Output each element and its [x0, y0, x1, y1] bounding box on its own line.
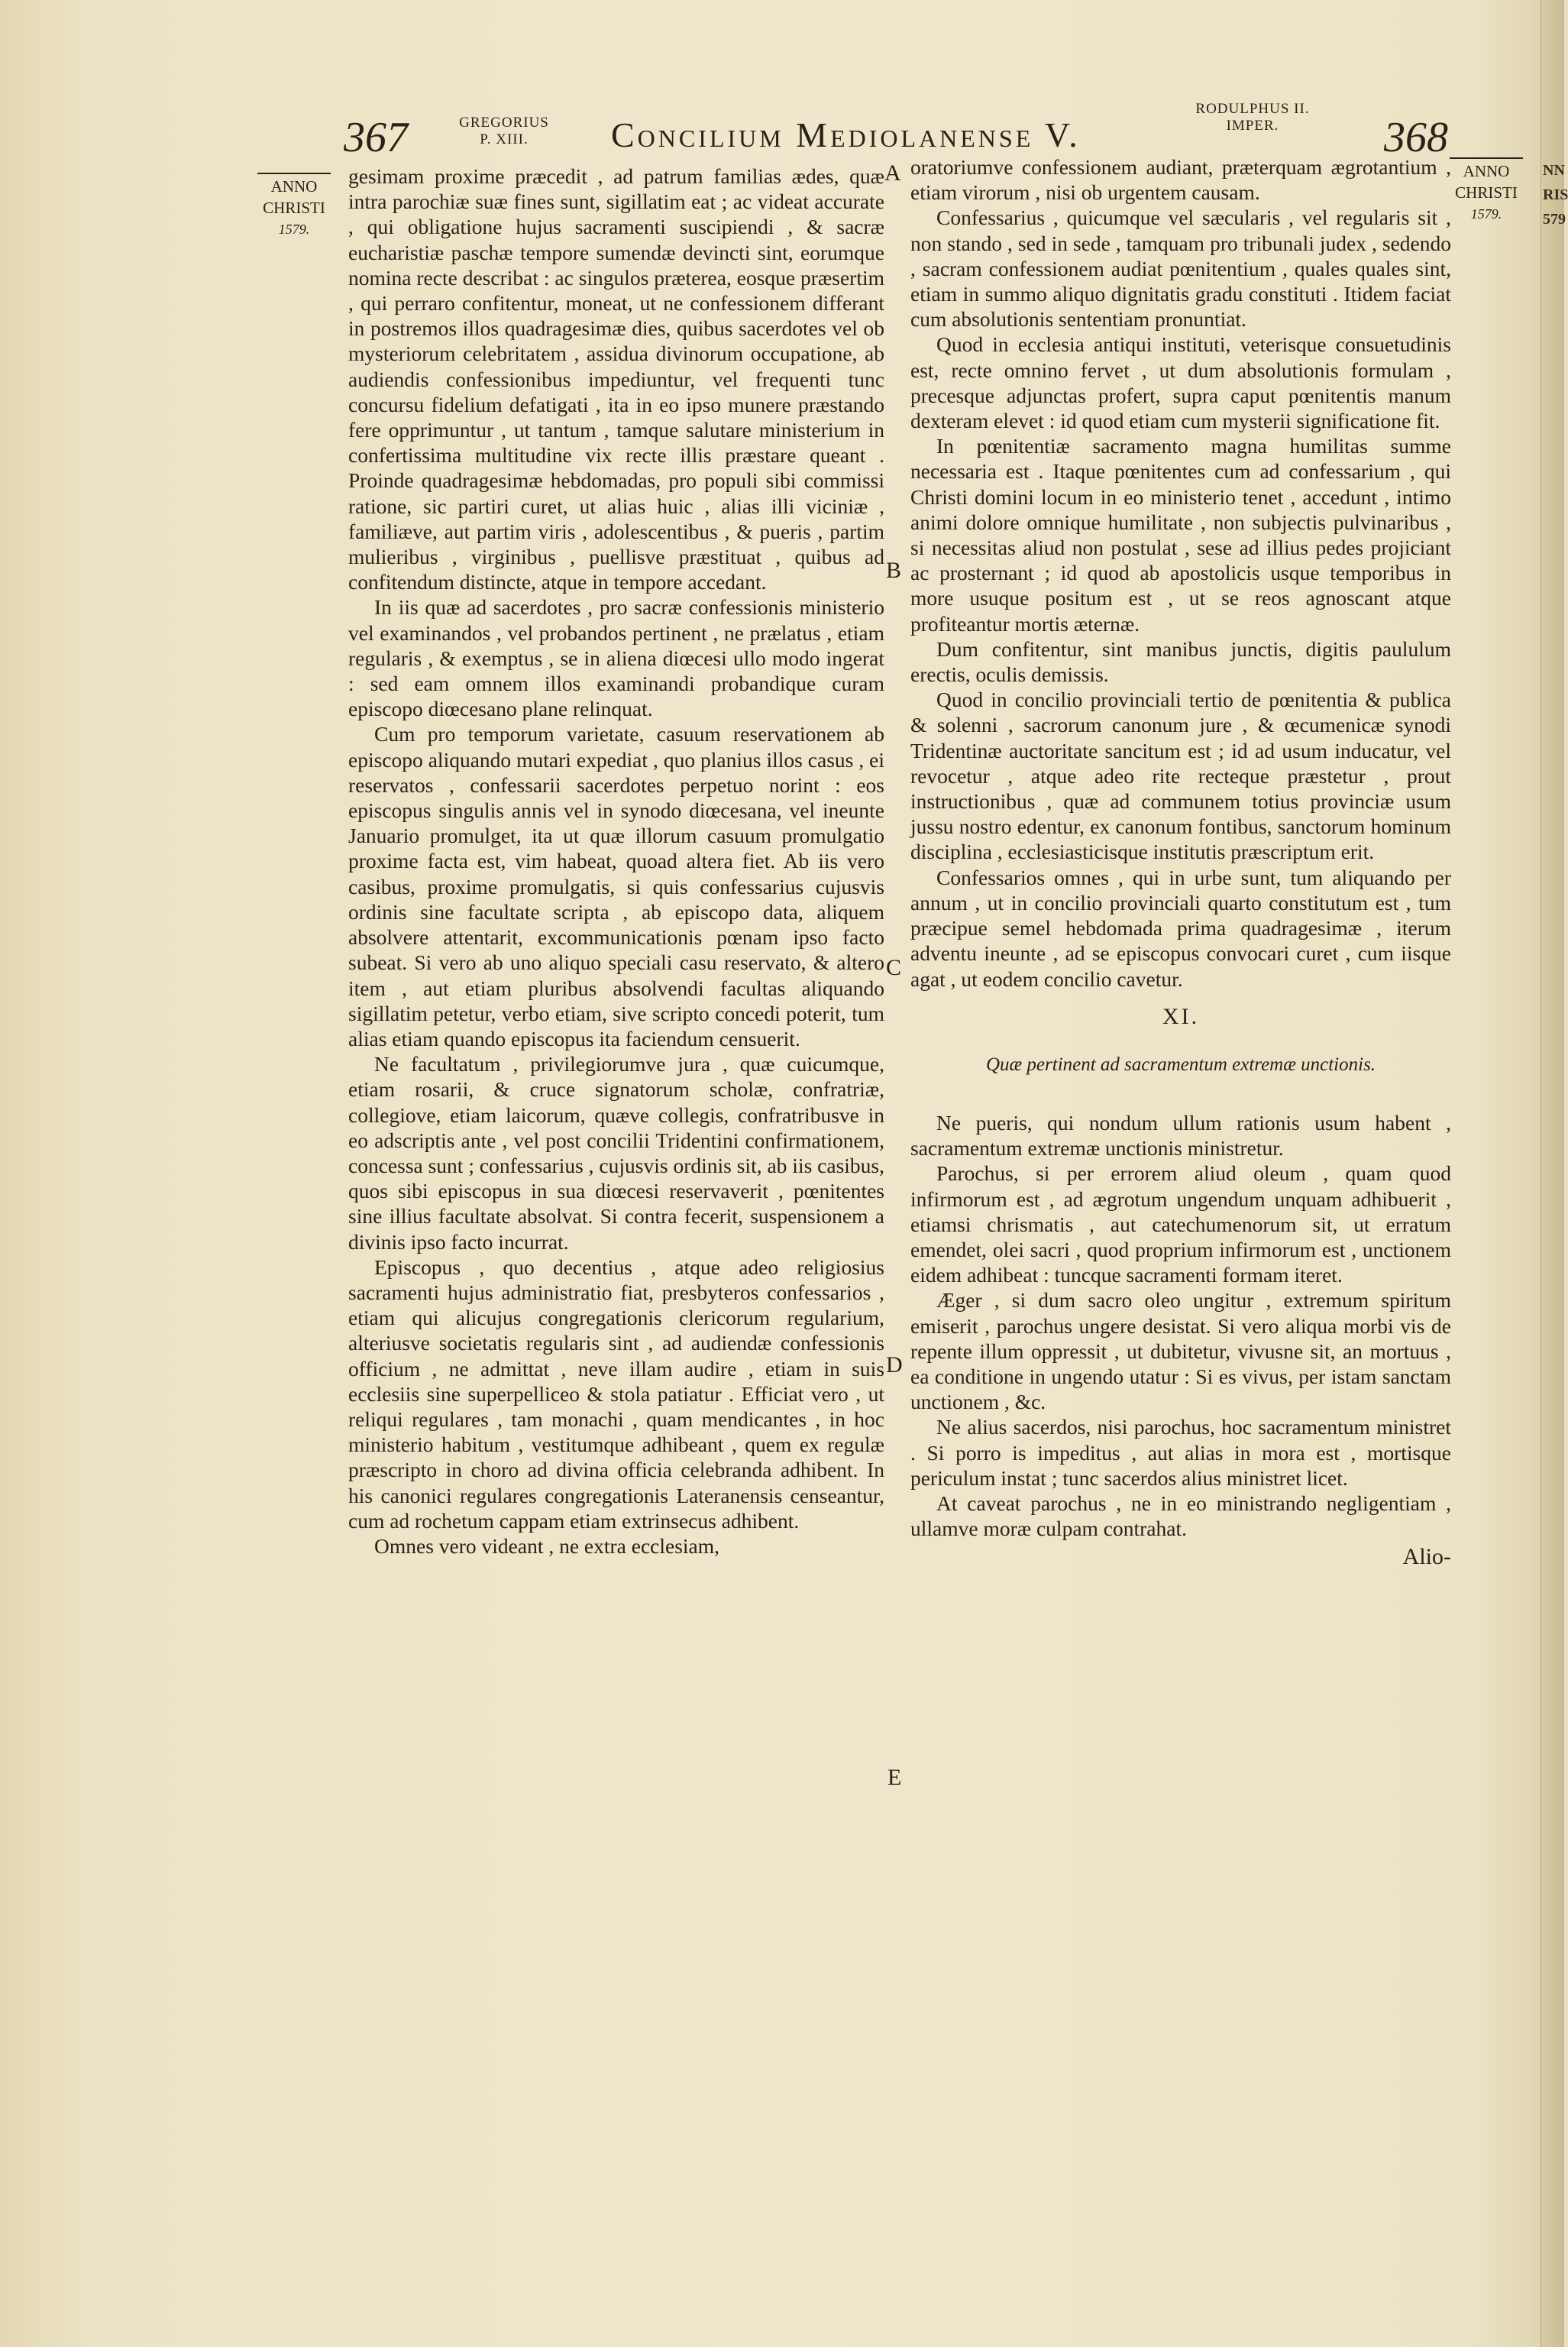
edge-text: NN	[1543, 162, 1565, 179]
paragraph: Parochus, si per errorem aliud oleum , quam quod infirmorum est , ad ægrotum ungendum unquam adhibuerit , etiamsi chrismatis , aut catechumenorum sit, ut erratum emendet, olei sacri , quod proprium infirmorum est , unctionem eidem adhibeat : tuncque sacramenti formam iteret.	[910, 1161, 1451, 1287]
paragraph: Ne pueris, qui nondum ullum rationis usum habent , sacramentum extremæ unctionis ministretur.	[910, 1110, 1451, 1161]
year-note-line: CHRISTI	[263, 199, 325, 217]
paragraph: At caveat parochus , ne in eo ministrando negligentiam , ullamve moræ culpam contrahat.	[910, 1491, 1451, 1541]
right-column	[910, 154, 1451, 1570]
paragraph: Omnes vero videant , ne extra ecclesiam,	[374, 1533, 720, 1558]
paragraph: Ne alius sacerdos, nisi parochus, hoc sacramentum ministret . Si porro is impeditus , aut alias in mora est , mortisque periculum instat ; tunc sacerdos alius ministret licet.	[910, 1415, 1451, 1490]
year-note-right	[1440, 157, 1532, 225]
divider	[1450, 157, 1523, 159]
section-mark: C	[886, 955, 902, 980]
page-title: Concilium Mediolanense V.	[611, 115, 1081, 154]
year-note-line: CHRISTI	[1455, 183, 1518, 202]
paragraph: Confessarios omnes , qui in urbe sunt, tum aliquando per annum , ut in concilio provinciali quarto constitutum est , tum præcipue semel hebdomada prima quadragesimæ , iterum adventu ineunte , ad se episcopus convocari curet , cum iisque agat , ut eodem concilio cavetur.	[910, 865, 1451, 991]
running-head-pope	[458, 115, 550, 148]
year-note-line: 1579.	[1470, 206, 1502, 222]
section-title: Quæ pertinent ad sacramentum extremæ unctionis.	[985, 1054, 1376, 1075]
running-head-emperor	[1180, 101, 1325, 134]
next-page-edge	[1541, 0, 1568, 2347]
left-column	[348, 163, 884, 1559]
year-note-left	[244, 173, 344, 240]
running-head-line: IMPER.	[1226, 118, 1279, 134]
running-head-line: RODULPHUS II.	[1195, 101, 1310, 117]
paragraph: In pœnitentiæ sacramento magna humilitas summe necessaria est . Itaque pœnitentes cum ad confessarium , qui Christi domini locum in eo ministerio tenet , accedunt , intimo animi dolore omnique humilitate , non subjectis pulvinaribus , si necessitas aliud non postulat , sese ad illius pedes projiciant ac prosternant ; id quod ab apostolicis usque temporibus in more usuque positum est , ut se reos agnoscant atque profiteantur mortis æternæ.	[910, 434, 1451, 636]
running-head-line: P. XIII.	[480, 131, 529, 147]
paragraph: Dum confitentur, sint manibus junctis, digitis paululum erectis, oculis demissis.	[910, 636, 1451, 687]
paragraph: Episcopus , quo decentius , atque adeo religiosius sacramenti hujus administratio fiat, presbyteros confessarios , etiam qui alicujus congregationis clericorum regularium, alteriusve societatis regularis sint , ad audiendæ confessionis officium , ne admittat , neve illam audire , etiam in suis ecclesiis sine superpelliceo & stola patiatur . Efficiat vero , ut reliqui regulares , tam monachi , quam mendicantes , in hoc ministerio habitum , vestitumque adhibeant , quem ex regulæ præscripto in choro ad divina officia celebranda adhibent. In his canonici regulares congregationis Lateranensis censeantur, cum ad rochetum cappam etiam extrinsecus adhibent.	[348, 1254, 884, 1533]
year-note-line: ANNO	[270, 177, 318, 196]
paragraph: In iis quæ ad sacerdotes , pro sacræ confessionis ministerio vel examinandos , vel probandos pertinent , ne prælatus , etiam regularis , & exemptus , se in aliena diœcesi ullo modo ingerat : sed eam omnem illos examinandi probandique curam episcopo diœcesano plane relinquat.	[348, 595, 884, 721]
section-number: XI.	[1162, 1003, 1200, 1029]
paragraph: gesimam proxime præcedit , ad patrum familias ædes, quæ intra parochiæ suæ fines sunt, sigillatim eat ; ac videat accurate , qui obligatione hujus sacramenti suscipiendi , & sacræ eucharistiæ paschæ tempore sumendæ devincti sint, eorumque nomina recte describat : ac singulos præterea, eosque præsertim , qui perraro confitentur, moneat, ut ne confessionem differant in postremos illos quadragesimæ dies, quibus sacerdotes vel ob mysteriorum celebritatem , assidua divinorum occupatione, ab audiendis confessionibus impediuntur, vel frequenti tunc concursu fidelium defatigati , ita in eo ipso munere præstando fere opprimuntur , ut tantum , tamque salutare ministerium in confertissima multitudine vix recte illis præstare queant . Proinde quadragesimæ hebdomadas, pro populi sibi commissi ratione, sic partiri curet, ut alias huic , alias illi viciniæ , familiæve, aut partim viris , adolescentibus , & pueris , partim mulieribus , virginibus , puellisve præstituat , quibus ad confitendum distincte, atque in tempore accedant.	[348, 164, 884, 594]
paragraph: Cum pro temporum varietate, casuum reservationem ab episcopo aliquando mutari expediat , quo planius illos casus , ei reservatos , confessarii sacerdotes perpetuo norint : eos episcopus singulis annis vel in synodo diœcesana, vel ineunte Januario promulget, ita ut quæ illorum casuum promulgatio proxime facta est, vim habeat, quoad altera fiet. Ab iis vero casibus, proxime promulgatis, si quis confessarius cujusvis ordinis sine facultate scripta , ab episcopo data, aliquem absolvere attentarit, excommunicationis pœnam ipso facto subeat. Si vero ab uno aliquo speciali casu reservato, & altero item , aut etiam pluribus absolvendi facultas aliquando sigillatim petetur, verbo etiam, sive scripto concedi poterit, tum alias etiam quando episcopus ita faciendum censuerit.	[348, 722, 884, 1050]
paragraph: oratoriumve confessionem audiant, præterquam ægrotantium , etiam virorum , nisi ob urgentem causam.	[910, 155, 1451, 205]
paragraph: Quod in ecclesia antiqui instituti, veterisque consuetudinis est, recte omnino fervet , ut dum absolutionis formulam , precesque adjunctas profert, supra caput pœnitentis manum dexteram elevet : id quod etiam cum mysterii significatione fit.	[910, 332, 1451, 433]
year-note-line: ANNO	[1463, 162, 1510, 180]
page-number-left: 367	[344, 114, 408, 161]
section-mark: E	[887, 1765, 902, 1790]
section-mark: B	[886, 558, 902, 583]
section-mark: D	[886, 1352, 903, 1377]
paragraph: Confessarius , quicumque vel sæcularis , vel regularis sit , non stando , sed in sede , tamquam pro tribunali judex , sedendo , sacram confessionem audiat pœnitentium , quales quales sint, etiam in summo aliquo dignitatis gradu constituti . Itidem faciat cum absolutionis sententiam pronuntiat.	[910, 206, 1451, 332]
page-number-right: 368	[1384, 114, 1448, 161]
paragraph: Æger , si dum sacro oleo ungitur , extremum spiritum emiserit , parochus ungere desistat. Si vero aliqua morbi vis de repente illum oppressit , ut dubitetur, vivusne sit, an mortuus , ea conditione in ungendo utatur : Si es vivus, per istam sanctam unctionem , &c.	[910, 1288, 1451, 1414]
paragraph: Quod in concilio provinciali tertio de pœnitentia & publica & solenni , sacrorum canonum jure , & œcumenicæ synodi Tridentinæ auctoritate sancitum est ; id ad usum inducatur, vel revocetur , atque adeo rite recteque præstetur , prout instructionibus , quæ ad communem totius provinciæ usum jussu nostro edentur, ex canonum fontibus, sanctorum hominum disciplina , ecclesiasticisque institutis præscriptum erit.	[910, 688, 1451, 864]
paragraph: Ne facultatum , privilegiorumve jura , quæ cuicumque, etiam rosarii, & cruce signatorum scholæ, confratriæ, collegiove, etiam laicorum, quævе collegis, confratribusve in eo adscriptis ante , vel post concilii Tridentini confirmationem, concessa sunt ; confessarius , cujusvis ordinis sit, ab iis casibus, quos sibi episcopus in sua diœcesi reservaverit , pœnitentes sine illius facultate absolvat. Si contra fecerit, suspensionem a divinis ipso facto incurrat.	[348, 1052, 884, 1254]
edge-text: RIS	[1543, 186, 1568, 203]
catchword: Alio-	[1402, 1544, 1451, 1570]
section-mark: A	[884, 160, 901, 186]
running-head-line: GREGORIUS	[459, 115, 549, 131]
year-note-line: 1579.	[278, 222, 310, 237]
divider	[257, 173, 331, 174]
edge-text: 579	[1543, 211, 1566, 228]
